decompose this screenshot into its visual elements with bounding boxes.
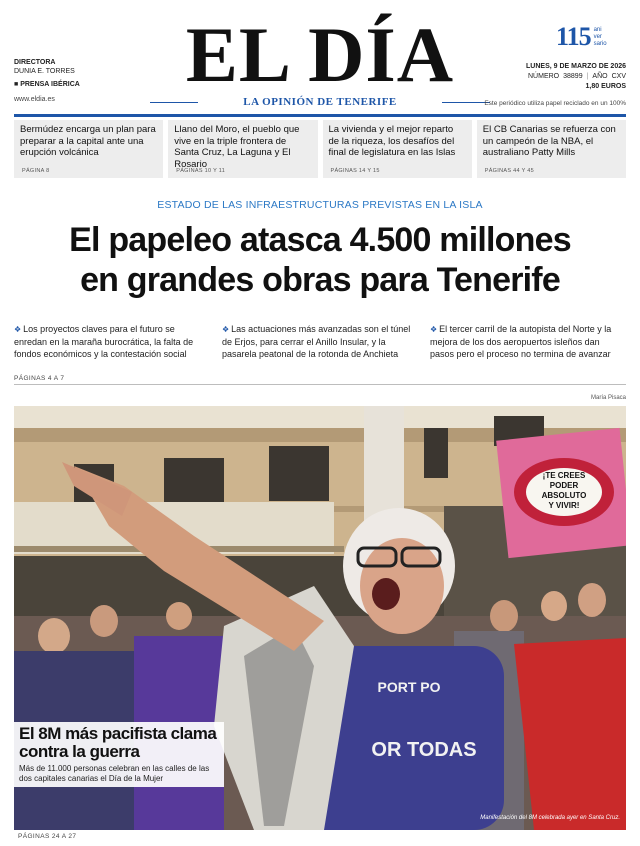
window — [269, 446, 329, 501]
publisher-label: PRENSA IBÉRICA — [20, 81, 80, 88]
lead-headline[interactable] — [14, 220, 626, 300]
year-label: AÑO — [592, 73, 608, 80]
lead-pages: PÁGINAS 4 A 7 — [14, 375, 65, 382]
teaser-pages: PÁGINAS 44 Y 45 — [484, 168, 534, 174]
bullet-marker-icon: ❖ — [222, 325, 230, 334]
headline-line-1: El papeleo atasca 4.500 millones — [69, 221, 571, 259]
photo-credit: María Pisaca — [590, 395, 626, 401]
teaser-title: La vivienda y el mejor reparto de la riqueza, los desafíos del final de legislatura en las Islas — [328, 124, 456, 158]
bullet-text: El tercer carril de la autopista del Norte y la mejora de los dos aeropuertos isleños dan pasos pero el proceso no termina de avanzar — [430, 324, 612, 359]
director-label: DIRECTORA — [14, 59, 56, 66]
photo-summary: Más de 11.000 personas celebran en las calles de las dos capitales canarias el Día de la Mujer — [19, 764, 210, 783]
website-link[interactable]: www.eldia.es — [14, 96, 55, 103]
crowd-face — [490, 600, 518, 632]
lead-kicker: ESTADO DE LAS INFRAESTRUCTURAS PREVISTAS EN LA ISLA — [157, 199, 483, 211]
sign-text-4: Y VIVIR! — [548, 501, 580, 510]
bullet-text: Los proyectos claves para el futuro se enredan en la maraña burocrática, la falta de fondos económicos y la contestación social — [14, 324, 194, 359]
teaser-title: Llano del Moro, el pueblo que vive en la triple frontera de Santa Cruz, La Laguna y El Rosario — [174, 124, 300, 170]
crowd-face — [166, 602, 192, 630]
teaser-title: El CB Canarias se refuerza con un campeón de la NBA, el australiano Patty Mills — [482, 124, 616, 158]
teaser-row — [14, 120, 626, 178]
section-divider — [14, 384, 626, 385]
recycled-paper-note: Este periódico utiliza papel reciclado en un 100% — [484, 100, 626, 107]
crowd-face — [541, 591, 567, 621]
lead-bullet — [222, 323, 418, 360]
director-name: DUNIA E. TORRES — [14, 68, 75, 75]
crowd-face — [578, 583, 606, 617]
crowd-face — [38, 618, 70, 654]
open-mouth — [372, 578, 400, 610]
headline-line-2: en grandes obras para Tenerife — [80, 261, 560, 299]
photo-caption-box[interactable] — [14, 722, 224, 787]
photo-headline: El 8M más pacifista clama contra la guerra — [19, 724, 217, 761]
anniversary-word: ani ver sario — [593, 26, 607, 47]
bullet-text: Las actuaciones más avanzadas son el túnel de Erjos, para cerrar el Anillo Insular, y la pasarela peatonal de la rotonda de Anchieta — [222, 324, 411, 359]
shirt-text-2: OR TODAS — [371, 739, 477, 761]
teaser-item[interactable] — [168, 120, 317, 178]
sign-text-3: ABSOLUTO — [541, 491, 587, 500]
window — [424, 428, 448, 478]
teaser-item[interactable] — [323, 120, 472, 178]
bullet-marker-icon: ❖ — [14, 325, 22, 334]
teaser-title: Bermúdez encarga un plan para preparar a la capital ante una erupción volcánica — [20, 124, 156, 158]
bullet-marker-icon: ❖ — [430, 325, 438, 334]
issue-price: 1,80 EUROS — [585, 83, 626, 90]
anniversary-badge — [556, 24, 607, 50]
anniversary-number: 115 — [556, 22, 591, 51]
separator: | — [586, 73, 589, 80]
issue-date: LUNES, 9 DE MARZO DE 2026 — [526, 63, 626, 70]
masthead-left-info — [14, 58, 80, 104]
newspaper-tagline: LA OPINIÓN DE TENERIFE — [243, 96, 397, 108]
publisher-name: ■ PRENSA IBÉRICA — [14, 81, 80, 88]
masthead-right-info — [526, 62, 626, 92]
photo-pages: PÁGINAS 24 A 27 — [18, 833, 77, 840]
issue-row — [526, 72, 626, 82]
lead-bullets — [14, 323, 626, 360]
teaser-item[interactable] — [14, 120, 163, 178]
teaser-pages: PÁGINAS 10 Y 11 — [176, 168, 226, 174]
issue-number: 38899 — [563, 73, 583, 80]
lead-bullet — [14, 323, 210, 360]
crowd-face — [90, 605, 118, 637]
issue-label: NÚMERO — [528, 73, 560, 80]
photo-caption: Manifestación del 8M celebrada ayer en Santa Cruz. — [480, 815, 620, 821]
lead-bullet — [430, 323, 626, 360]
masthead-divider — [14, 114, 626, 117]
year-number: CXV — [611, 73, 626, 80]
teaser-pages: PÁGINA 8 — [22, 168, 50, 174]
teaser-pages: PÁGINAS 14 Y 15 — [330, 168, 380, 174]
shirt-text-1: PORT PO — [377, 679, 441, 695]
sign-text-1: ¡TE CREES — [542, 471, 586, 480]
sign-text-2: PODER — [549, 481, 579, 490]
newspaper-logo: EL DÍA — [185, 11, 455, 98]
teaser-item[interactable] — [477, 120, 626, 178]
